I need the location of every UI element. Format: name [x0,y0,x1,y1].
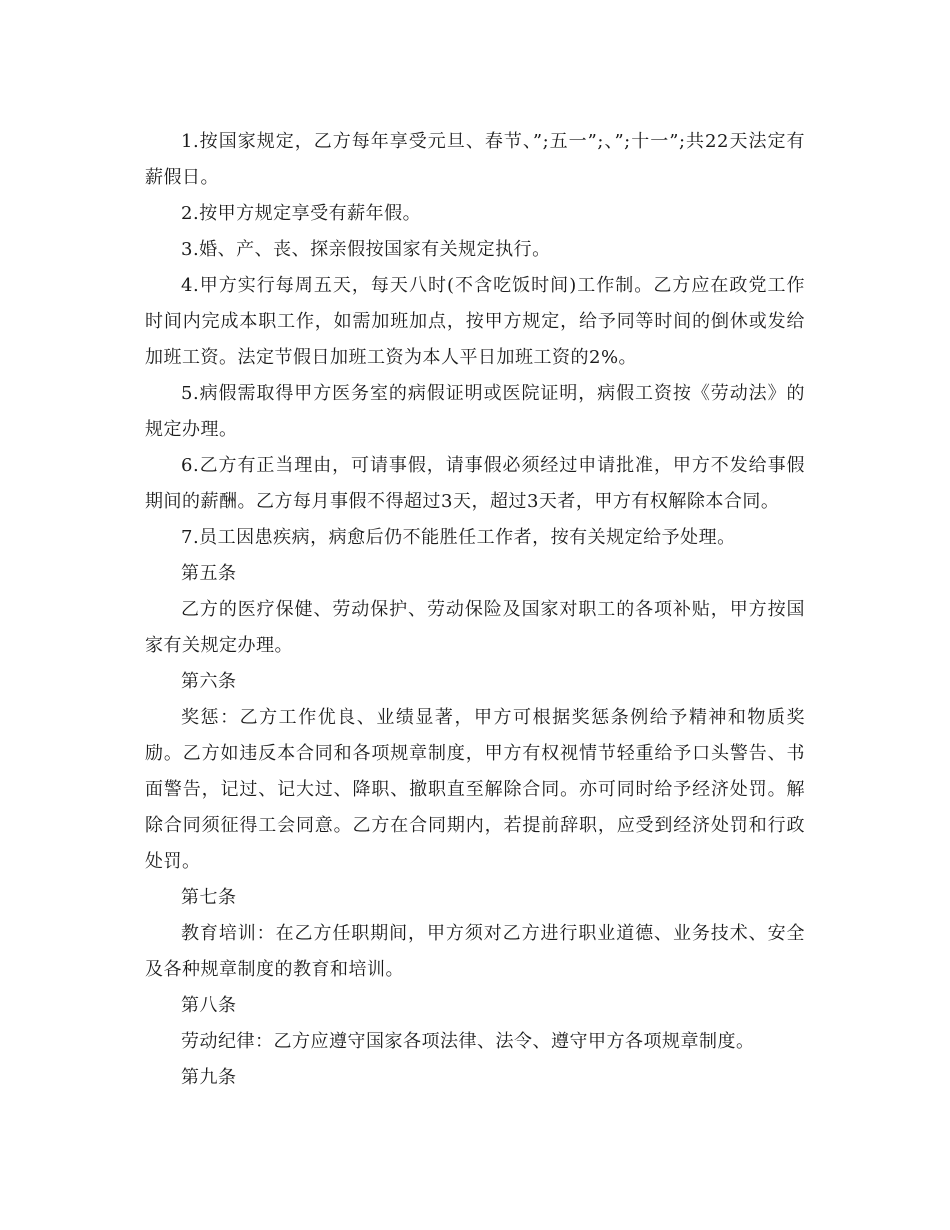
article-nine-heading: 第九条 [181,1067,237,1088]
document-body [145,124,805,1096]
article-five-body: 乙方的医疗保健、劳动保护、劳动保险及国家对职工的各项补贴，甲方按国家有关规定办理。 [145,599,805,656]
paragraph-family-leave: 3.婚、产、丧、探亲假按国家有关规定执行。 [181,239,551,260]
paragraph-working-hours: 4.甲方实行每周五天，每天八时(不含吃饭时间)工作制。乙方应在政党工作时间内完成本职工作，如需加班加点，按甲方规定，给予同等时间的倒休或发给加班工资。法定节假日加班工资为本人平日加班工资的2%。 [145,275,805,368]
paragraph-illness-handling: 7.员工因患疾病，病愈后仍不能胜任工作者，按有关规定给予处理。 [181,527,736,548]
article-eight-body: 劳动纪律：乙方应遵守国家各项法律、法令、遵守甲方各项规章制度。 [181,1031,755,1052]
article-six-body: 奖惩：乙方工作优良、业绩显著，甲方可根据奖惩条例给予精神和物质奖励。乙方如违反本合同和各项规章制度，甲方有权视情节轻重给予口头警告、书面警告，记过、记大过、降职、撤职直至解除合同。亦可同时给予经济处罚。解除合同须征得工会同意。乙方在合同期内，若提前辞职，应受到经济处罚和行政处罚。 [145,707,805,872]
paragraph-annual-leave: 2.按甲方规定享受有薪年假。 [181,203,422,224]
paragraph-personal-leave: 6.乙方有正当理由，可请事假，请事假必须经过申请批准，甲方不发给事假期间的薪酬。乙方每月事假不得超过3天，超过3天者，甲方有权解除本合同。 [145,455,805,512]
article-eight-heading: 第八条 [181,995,237,1016]
article-five-heading: 第五条 [181,563,237,584]
paragraph-sick-leave: 5.病假需取得甲方医务室的病假证明或医院证明，病假工资按《劳动法》的规定办理。 [145,383,805,440]
article-seven-body: 教育培训：在乙方任职期间，甲方须对乙方进行职业道德、业务技术、安全及各种规章制度的教育和培训。 [145,923,805,980]
article-seven-heading: 第七条 [181,887,237,908]
article-six-heading: 第六条 [181,671,237,692]
paragraph-holiday-rule: 1.按国家规定，乙方每年享受元旦、春节、”;五一”;、”;十一”;共22天法定有薪假日。 [145,131,805,188]
